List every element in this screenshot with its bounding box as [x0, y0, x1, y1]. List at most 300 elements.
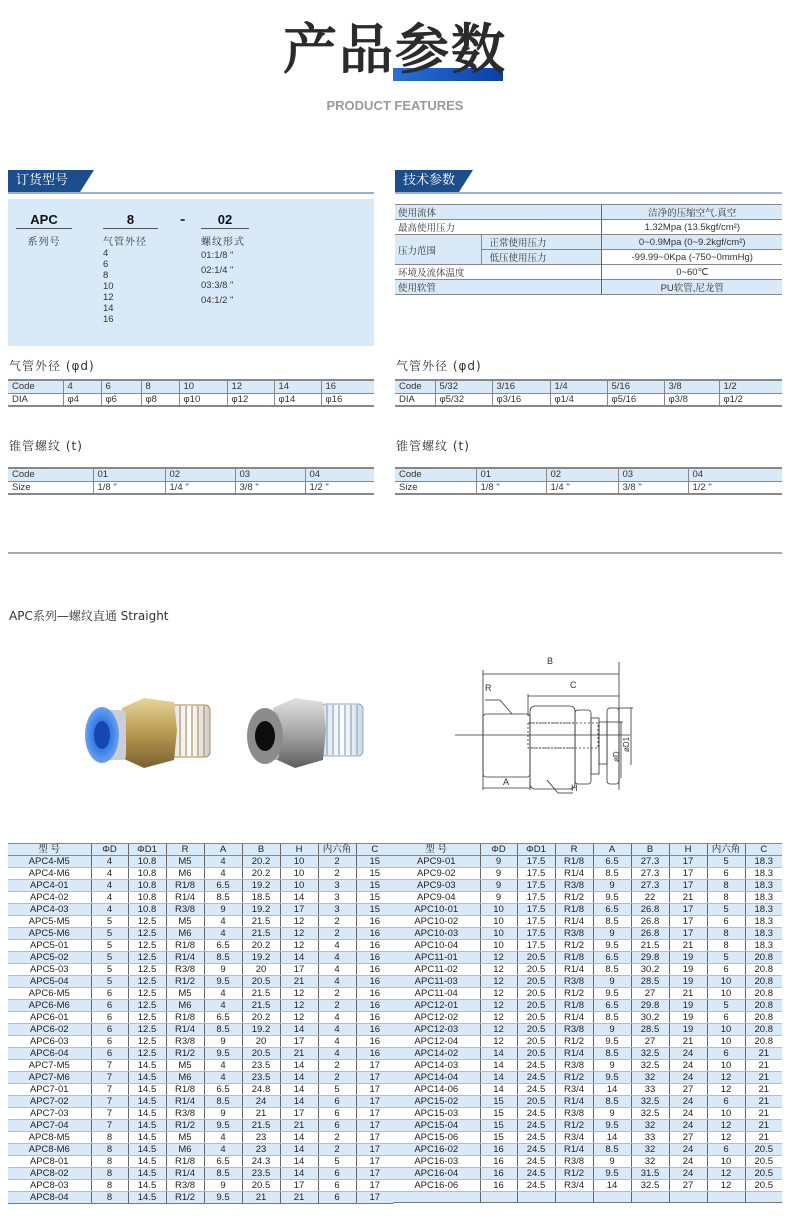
- table-row: [393, 928, 782, 940]
- table-cell: 6: [707, 916, 745, 928]
- table-cell: 10: [280, 868, 318, 880]
- table-cell: 24.5: [517, 1060, 555, 1072]
- table-row: [8, 868, 393, 880]
- table-cell: 24.5: [517, 1180, 555, 1192]
- table-cell: 24.5: [517, 1132, 555, 1144]
- table-cell: 4: [318, 940, 356, 952]
- table-cell: 17: [669, 916, 707, 928]
- table-row: [393, 1168, 782, 1180]
- series-title: APC系列—螺纹直通 Straight: [9, 609, 169, 623]
- table-cell: 9.5: [593, 940, 631, 952]
- table-cell: R3/8: [555, 976, 593, 988]
- table-cell: APC15-02: [393, 1096, 480, 1108]
- table-cell: 7: [91, 1084, 128, 1096]
- column-header: R: [555, 844, 593, 856]
- table-cell: 26.8: [631, 916, 669, 928]
- table-cell: 10: [707, 1036, 745, 1048]
- table-cell: 24.5: [517, 1072, 555, 1084]
- table-cell: 14.5: [128, 1180, 166, 1192]
- table-cell: APC8-03: [8, 1180, 91, 1192]
- table-cell: APC6-04: [8, 1048, 91, 1060]
- table-cell: 20.5: [242, 1180, 280, 1192]
- table-cell: 20.5: [517, 988, 555, 1000]
- table-cell: 20.5: [517, 976, 555, 988]
- table-cell: 15: [356, 880, 393, 892]
- table-cell: R3/8: [555, 928, 593, 940]
- section-divider: [8, 192, 374, 194]
- table-cell: 16: [480, 1156, 517, 1168]
- table-cell: 24: [242, 1096, 280, 1108]
- table-cell: APC8-M6: [8, 1144, 91, 1156]
- table-cell: 15: [480, 1120, 517, 1132]
- table-cell: 6.5: [204, 1012, 242, 1024]
- table-cell: 21: [669, 892, 707, 904]
- table-cell: 15: [356, 868, 393, 880]
- table-cell: 14: [280, 1072, 318, 1084]
- table-cell: 9: [204, 1180, 242, 1192]
- table-row: [8, 1120, 393, 1132]
- table-row: [8, 1036, 393, 1048]
- thread-left-title: 锥管螺纹 (t): [9, 439, 83, 453]
- table-cell: 14: [280, 1084, 318, 1096]
- table-cell: 12: [280, 928, 318, 940]
- table-cell: 8.5: [593, 964, 631, 976]
- table-cell: 32: [631, 1156, 669, 1168]
- table-cell: 14.5: [128, 1096, 166, 1108]
- table-cell: 5: [707, 904, 745, 916]
- table-cell: 20.5: [517, 1024, 555, 1036]
- table-cell: 19: [669, 976, 707, 988]
- thread-right-title: 锥管螺纹 (t): [396, 439, 470, 453]
- table-cell: 24: [669, 1096, 707, 1108]
- size-row: Size 1/8 " 1/4 " 3/8 " 1/2 ": [8, 481, 374, 494]
- table-cell: 2: [318, 916, 356, 928]
- table-cell: 5: [91, 928, 128, 940]
- table-cell: 12.5: [128, 1024, 166, 1036]
- table-cell: 17.5: [517, 880, 555, 892]
- ordering-code-box: [8, 199, 374, 346]
- table-cell: 24: [669, 1168, 707, 1180]
- table-cell: 17: [356, 1144, 393, 1156]
- table-cell: 17.5: [517, 868, 555, 880]
- table-cell: 6.5: [204, 1084, 242, 1096]
- table-cell: 9: [480, 856, 517, 868]
- table-cell: 2: [318, 1072, 356, 1084]
- table-cell: 6.5: [593, 1000, 631, 1012]
- table-cell: 20.2: [242, 868, 280, 880]
- table-cell: 20.5: [517, 1012, 555, 1024]
- table-cell: 14: [280, 1144, 318, 1156]
- table-cell: R1/2: [166, 1192, 204, 1204]
- code-row: Code 01 02 03 04: [395, 468, 782, 481]
- table-row: [393, 1036, 782, 1048]
- table-cell: 24: [669, 1156, 707, 1168]
- table-cell: 27: [669, 1132, 707, 1144]
- table-cell: 5: [91, 952, 128, 964]
- table-cell: 4: [204, 1132, 242, 1144]
- table-cell: 14: [593, 1132, 631, 1144]
- table-cell: R1/4: [555, 1144, 593, 1156]
- table-cell: R1/8: [166, 1012, 204, 1024]
- table-cell: 5: [318, 1156, 356, 1168]
- tech-spec-table: [395, 204, 782, 295]
- table-cell: 17.5: [517, 904, 555, 916]
- table-row: [8, 1144, 393, 1156]
- table-cell: APC11-03: [393, 976, 480, 988]
- table-cell: 6: [91, 988, 128, 1000]
- table-cell: 16: [480, 1180, 517, 1192]
- table-cell: 14.5: [128, 1060, 166, 1072]
- table-cell: 19: [669, 1012, 707, 1024]
- table-cell: 16: [356, 1048, 393, 1060]
- table-cell: 17: [356, 1192, 393, 1204]
- table-cell: M5: [166, 988, 204, 1000]
- table-cell: 14: [280, 1096, 318, 1108]
- table-cell: 21: [745, 1072, 782, 1084]
- table-cell: 4: [204, 1000, 242, 1012]
- table-cell: 10: [480, 904, 517, 916]
- table-cell: 32.5: [631, 1108, 669, 1120]
- table-cell: 20.5: [517, 952, 555, 964]
- table-cell: 19: [669, 952, 707, 964]
- table-cell: 15: [356, 892, 393, 904]
- table-cell: APC5-02: [8, 952, 91, 964]
- table-cell: 9.5: [593, 892, 631, 904]
- table-cell: 17.5: [517, 916, 555, 928]
- table-cell: APC11-01: [393, 952, 480, 964]
- table-cell: 2: [318, 928, 356, 940]
- table-row: [393, 1060, 782, 1072]
- table-cell: M6: [166, 868, 204, 880]
- table-cell: R1/2: [166, 976, 204, 988]
- table-row: [8, 892, 393, 904]
- table-cell: 20.5: [517, 964, 555, 976]
- table-cell: 14.5: [128, 1168, 166, 1180]
- table-row: [8, 976, 393, 988]
- table-cell: 16: [480, 1168, 517, 1180]
- table-cell: 8: [707, 940, 745, 952]
- ordering-section-header: [8, 170, 374, 192]
- table-cell: 28.5: [631, 976, 669, 988]
- table-row: [393, 1120, 782, 1132]
- tube-dia-inch-title: 气管外径 (φd): [396, 359, 482, 373]
- table-row: [8, 856, 393, 868]
- table-cell: 16: [356, 952, 393, 964]
- table-cell: M5: [166, 856, 204, 868]
- table-cell: 9: [593, 1060, 631, 1072]
- table-cell: R1/2: [166, 1120, 204, 1132]
- table-cell: 20.8: [745, 976, 782, 988]
- table-cell: M5: [166, 1132, 204, 1144]
- table-cell: 12: [280, 1000, 318, 1012]
- table-cell: 12: [707, 1180, 745, 1192]
- table-cell: 6.5: [593, 856, 631, 868]
- table-cell: 9: [593, 928, 631, 940]
- table-cell: 4: [318, 952, 356, 964]
- table-cell: 17.5: [517, 940, 555, 952]
- table-row: [8, 928, 393, 940]
- table-cell: R3/4: [555, 1084, 593, 1096]
- table-cell: R1/2: [555, 988, 593, 1000]
- table-header-row: [8, 844, 393, 856]
- table-cell: 15: [480, 1096, 517, 1108]
- table-cell: 19: [669, 1024, 707, 1036]
- table-cell: 10.8: [128, 856, 166, 868]
- table-cell: 24: [669, 1144, 707, 1156]
- table-cell: 12.5: [128, 1048, 166, 1060]
- page-subtitle: PRODUCT FEATURES: [326, 98, 464, 113]
- table-cell: 4: [204, 1144, 242, 1156]
- table-cell: APC6-M6: [8, 1000, 91, 1012]
- table-cell: R3/8: [555, 1108, 593, 1120]
- table-cell: 8: [707, 880, 745, 892]
- table-cell: R1/4: [166, 1096, 204, 1108]
- spec-row: 使用软管 PU软管,尼龙管: [395, 280, 782, 295]
- table-cell: 14.5: [128, 1108, 166, 1120]
- table-cell: 32.5: [631, 1180, 669, 1192]
- table-cell: 23.5: [242, 1072, 280, 1084]
- table-cell: APC9-02: [393, 868, 480, 880]
- table-cell: [593, 1192, 631, 1203]
- table-cell: 14: [280, 1060, 318, 1072]
- table-cell: APC12-01: [393, 1000, 480, 1012]
- table-cell: 28.5: [631, 1024, 669, 1036]
- table-cell: 9: [593, 880, 631, 892]
- table-cell: 9: [480, 868, 517, 880]
- table-row: [8, 880, 393, 892]
- table-cell: [707, 1192, 745, 1203]
- table-cell: 4: [91, 904, 128, 916]
- table-cell: 32: [631, 1144, 669, 1156]
- table-cell: 21: [745, 1096, 782, 1108]
- dim-label-d1: øD1: [622, 736, 631, 752]
- thread-code: 02: [201, 211, 249, 229]
- nickel-fitting-photo: [243, 690, 368, 780]
- table-cell: APC10-03: [393, 928, 480, 940]
- table-cell: 12: [480, 988, 517, 1000]
- table-cell: 12: [480, 1036, 517, 1048]
- table-cell: APC10-02: [393, 916, 480, 928]
- table-row: [8, 952, 393, 964]
- table-cell: R1/2: [555, 1168, 593, 1180]
- table-cell: APC5-01: [8, 940, 91, 952]
- table-cell: APC14-03: [393, 1060, 480, 1072]
- table-cell: 7: [91, 1096, 128, 1108]
- tube-label: 气管外径: [103, 237, 147, 248]
- table-cell: 9.5: [593, 1168, 631, 1180]
- table-cell: 24.5: [517, 1168, 555, 1180]
- table-cell: 20.8: [745, 964, 782, 976]
- table-cell: 20.5: [745, 1168, 782, 1180]
- table-cell: 24: [669, 1072, 707, 1084]
- table-cell: 4: [204, 928, 242, 940]
- table-cell: 20.5: [745, 1180, 782, 1192]
- table-cell: 17: [356, 1132, 393, 1144]
- table-cell: 20.5: [242, 1048, 280, 1060]
- column-header: ΦD: [480, 844, 517, 856]
- table-cell: 6: [318, 1168, 356, 1180]
- table-cell: 20.2: [242, 940, 280, 952]
- table-cell: APC15-06: [393, 1132, 480, 1144]
- table-cell: R1/8: [166, 880, 204, 892]
- spec-row: 压力范围 正常使用压力 0~0.9Mpa (0~9.2kgf/cm²): [395, 235, 782, 250]
- table-cell: 2: [318, 868, 356, 880]
- table-cell: 18.3: [745, 904, 782, 916]
- table-cell: 14: [280, 1132, 318, 1144]
- table-cell: R1/4: [166, 1168, 204, 1180]
- table-cell: 14: [280, 1168, 318, 1180]
- table-cell: 4: [318, 964, 356, 976]
- thread-options: 01:1/8 " 02:1/4 " 03:3/8 " 04:1/2 ": [201, 250, 234, 306]
- table-cell: 12: [480, 964, 517, 976]
- table-cell: 2: [318, 1132, 356, 1144]
- table-cell: 6: [318, 1180, 356, 1192]
- table-cell: 6.5: [593, 904, 631, 916]
- table-cell: 17: [669, 880, 707, 892]
- dimension-table-right: [393, 843, 782, 1203]
- table-cell: 10.8: [128, 892, 166, 904]
- table-cell: APC4-03: [8, 904, 91, 916]
- table-cell: 9: [593, 1156, 631, 1168]
- table-cell: 9: [204, 964, 242, 976]
- table-cell: 17: [669, 868, 707, 880]
- table-cell: 21: [242, 1108, 280, 1120]
- table-cell: APC6-03: [8, 1036, 91, 1048]
- table-cell: 17: [356, 1180, 393, 1192]
- table-cell: 23.5: [242, 1060, 280, 1072]
- dim-label-h: H: [571, 783, 578, 793]
- table-cell: 16: [356, 940, 393, 952]
- table-cell: R3/8: [555, 1024, 593, 1036]
- table-cell: 14: [593, 1084, 631, 1096]
- table-cell: 17: [280, 964, 318, 976]
- table-cell: 17: [669, 904, 707, 916]
- table-cell: 20.8: [745, 952, 782, 964]
- column-header: C: [745, 844, 782, 856]
- table-cell: R3/4: [555, 1132, 593, 1144]
- table-cell: 12.5: [128, 1036, 166, 1048]
- table-cell: 27.3: [631, 856, 669, 868]
- table-cell: 21.5: [242, 1120, 280, 1132]
- table-cell: R3/4: [555, 1180, 593, 1192]
- table-cell: 10: [480, 928, 517, 940]
- table-cell: APC7-04: [8, 1120, 91, 1132]
- table-cell: APC5-M6: [8, 928, 91, 940]
- table-cell: 27: [669, 1084, 707, 1096]
- table-cell: 21: [669, 988, 707, 1000]
- table-cell: 5: [707, 952, 745, 964]
- table-cell: 12: [480, 1000, 517, 1012]
- table-cell: 21: [745, 1060, 782, 1072]
- table-cell: 2: [318, 856, 356, 868]
- table-cell: 6: [318, 1096, 356, 1108]
- table-cell: 8: [91, 1192, 128, 1204]
- table-cell: 9: [204, 1036, 242, 1048]
- thread-code-column: [201, 211, 249, 308]
- table-row: [8, 1168, 393, 1180]
- table-cell: 16: [356, 1012, 393, 1024]
- table-row: [393, 964, 782, 976]
- table-row: [393, 1144, 782, 1156]
- table-cell: 14.5: [128, 1132, 166, 1144]
- section-divider: [395, 192, 782, 194]
- table-cell: 2: [318, 988, 356, 1000]
- table-row: [8, 1108, 393, 1120]
- table-cell: 20.5: [517, 1000, 555, 1012]
- series-code: APC: [16, 211, 72, 229]
- table-row: [8, 1012, 393, 1024]
- table-cell: 33: [631, 1084, 669, 1096]
- table-cell: [517, 1192, 555, 1203]
- table-cell: 20.5: [517, 1036, 555, 1048]
- table-cell: 18.3: [745, 856, 782, 868]
- table-cell: APC5-03: [8, 964, 91, 976]
- section-divider: [8, 552, 782, 554]
- table-cell: 18.3: [745, 916, 782, 928]
- table-cell: 12: [707, 1084, 745, 1096]
- table-cell: APC15-03: [393, 1108, 480, 1120]
- table-cell: 14.5: [128, 1192, 166, 1204]
- table-row: [8, 1192, 393, 1204]
- table-cell: 17: [356, 1084, 393, 1096]
- column-header: 型 号: [8, 844, 91, 856]
- thread-left-table: [8, 467, 374, 495]
- table-cell: APC14-06: [393, 1084, 480, 1096]
- table-cell: 20.8: [745, 988, 782, 1000]
- table-cell: 21: [745, 1120, 782, 1132]
- table-cell: 10: [707, 1060, 745, 1072]
- table-row: [393, 1096, 782, 1108]
- table-cell: 23.5: [242, 1168, 280, 1180]
- table-cell: 2: [318, 1060, 356, 1072]
- code-separator: -: [180, 213, 186, 228]
- table-cell: 10.8: [128, 868, 166, 880]
- spec-row: 最高使用压力 1.32Mpa (13.5kgf/cm²): [395, 220, 782, 235]
- table-cell: R1/4: [555, 1012, 593, 1024]
- table-cell: 6: [91, 1012, 128, 1024]
- table-cell: 24.5: [517, 1144, 555, 1156]
- table-cell: 14: [480, 1084, 517, 1096]
- table-cell: R1/4: [555, 1048, 593, 1060]
- table-cell: [669, 1192, 707, 1203]
- table-cell: 19.2: [242, 1024, 280, 1036]
- table-cell: R1/4: [555, 916, 593, 928]
- table-cell: APC7-M6: [8, 1072, 91, 1084]
- table-row: [8, 1180, 393, 1192]
- table-cell: 17: [280, 904, 318, 916]
- table-cell: 12: [707, 1072, 745, 1084]
- table-cell: 6: [91, 1000, 128, 1012]
- table-cell: APC16-03: [393, 1156, 480, 1168]
- table-cell: 6: [318, 1192, 356, 1204]
- table-cell: 14.5: [128, 1072, 166, 1084]
- page-header: [0, 0, 790, 130]
- table-cell: 30.2: [631, 964, 669, 976]
- table-cell: M6: [166, 1000, 204, 1012]
- dim-label-a: A: [503, 777, 510, 787]
- table-cell: APC6-02: [8, 1024, 91, 1036]
- table-cell: 4: [204, 916, 242, 928]
- table-cell: 12.5: [128, 988, 166, 1000]
- table-cell: 32.5: [631, 1096, 669, 1108]
- table-cell: R1/4: [555, 868, 593, 880]
- table-cell: 9: [480, 880, 517, 892]
- table-cell: APC8-02: [8, 1168, 91, 1180]
- table-row: [393, 1132, 782, 1144]
- table-header-row: [393, 844, 782, 856]
- table-cell: 4: [204, 988, 242, 1000]
- table-cell: 10: [280, 880, 318, 892]
